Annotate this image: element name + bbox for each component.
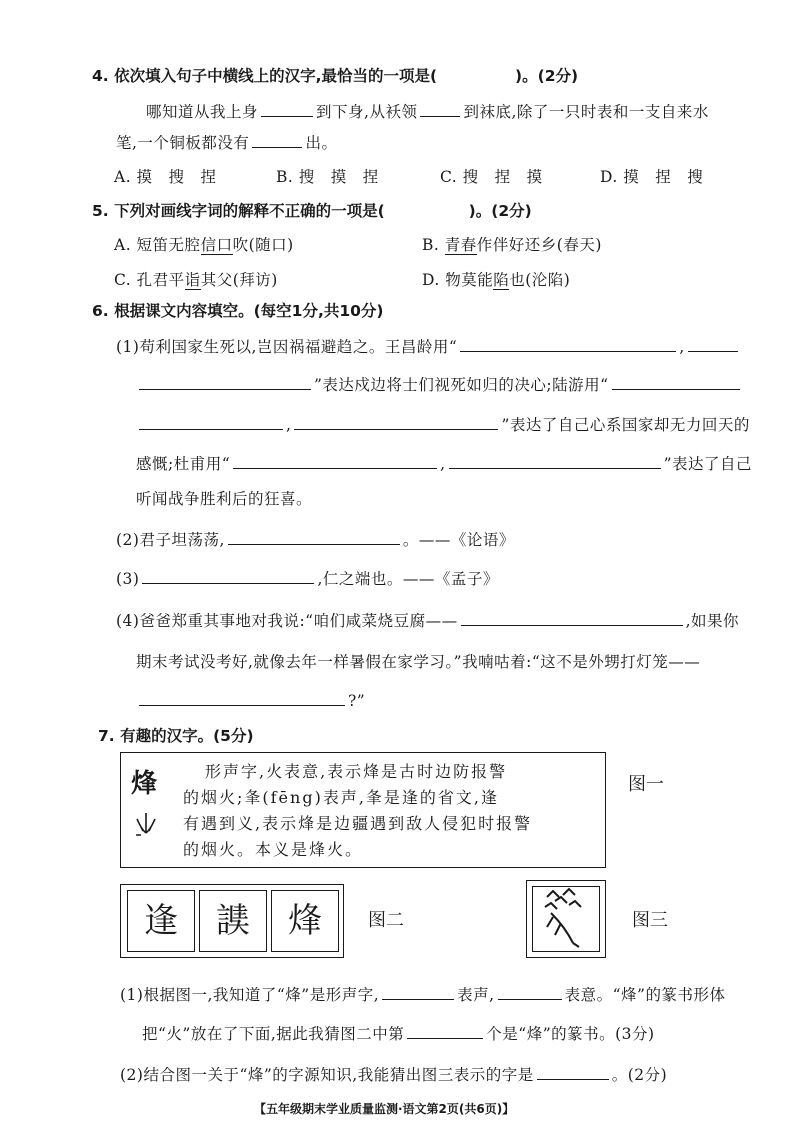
q5-b-pre: B. bbox=[422, 236, 445, 254]
q7-blank-1[interactable] bbox=[382, 984, 454, 1000]
figure-1-line-2: 的烟火;夆(fēng)表声,夆是逢的省文,逢 bbox=[183, 788, 499, 807]
page-footer: 【五年级期末学业质量监测·语文第2页(共6页)】 bbox=[254, 1102, 515, 1116]
q6-p1-line3 bbox=[136, 413, 750, 435]
q6-blank-1[interactable] bbox=[460, 336, 676, 352]
q6-p1-c: ”表达了自己心系国家却无力回天的 bbox=[501, 416, 750, 434]
q7-s1-line2 bbox=[142, 1022, 655, 1044]
q5-a-pre: A. 短笛无腔 bbox=[114, 236, 201, 254]
q6-p1-comma-1: , bbox=[679, 338, 685, 356]
q6-p4-line2: 期末考试没考好,就像去年一样暑假在家学习。”我喃咕着:“这不是外甥打灯笼—— bbox=[136, 653, 701, 671]
q6-p1-line1 bbox=[116, 335, 741, 357]
q6-p2-b: 。——《论语》 bbox=[402, 531, 515, 549]
q4-line1-a: 哪知道从我上身 bbox=[146, 103, 259, 121]
q6-p4-line3 bbox=[136, 690, 365, 710]
q6-p1-d: 感慨;杜甫用“ bbox=[136, 455, 231, 473]
q4-blank-3[interactable] bbox=[252, 132, 302, 148]
q7-s2 bbox=[120, 1063, 667, 1085]
figure-2-box bbox=[120, 884, 344, 958]
q6-p1-comma-2: , bbox=[286, 416, 292, 434]
figure-3-inner bbox=[532, 886, 600, 952]
q6-blank-5[interactable] bbox=[233, 453, 437, 469]
q7-blank-4[interactable] bbox=[537, 1064, 609, 1080]
figure-2-glyph-3: 烽 bbox=[271, 890, 339, 952]
q4-line1-b: 到下身,从袄领 bbox=[316, 103, 418, 121]
q5-d-pre: D. 物莫能 bbox=[422, 271, 494, 289]
q5-option-b[interactable] bbox=[422, 233, 602, 255]
figure-3-box bbox=[526, 880, 606, 958]
q6-p1-line4 bbox=[136, 452, 752, 474]
q5-option-c[interactable] bbox=[114, 268, 278, 290]
q7-s2-b: 。(2分) bbox=[611, 1066, 668, 1084]
q6-blank-10[interactable] bbox=[139, 690, 345, 706]
figure-1-line-1: 形声字,火表意,表示烽是古时边防报警 bbox=[205, 762, 508, 781]
figure-1-caption: 图一 bbox=[628, 774, 664, 795]
q7-s1-b: 表声, bbox=[457, 986, 495, 1004]
figure-2-glyph-1: 逢 bbox=[127, 890, 195, 952]
q6-p1-a: (1)苟利国家生死以,岂因祸福避趋之。王昌龄用“ bbox=[116, 338, 458, 356]
q5-b-underlined: 青春 bbox=[444, 236, 477, 254]
q6-blank-4[interactable] bbox=[294, 414, 498, 430]
q6-blank-7[interactable] bbox=[228, 529, 400, 545]
q6-p3-b: ,仁之端也。——《孟子》 bbox=[317, 570, 499, 588]
q7-blank-2[interactable] bbox=[498, 984, 562, 1000]
q6-p4-b: ,如果你 bbox=[685, 612, 740, 630]
q6-p3 bbox=[116, 567, 499, 589]
q6-blank-3[interactable] bbox=[612, 374, 740, 390]
q7-s2-a: (2)结合图一关于“烽”的字源知识,我能猜出图三表示的字是 bbox=[120, 1066, 534, 1084]
q6-p2 bbox=[116, 528, 515, 550]
q5-c-underlined: 诣 bbox=[184, 271, 201, 289]
q4-line2 bbox=[116, 131, 337, 153]
q6-p1-b: ”表达戍边将士们视死如归的决心;陆游用“ bbox=[314, 376, 609, 394]
q7-s1-c: 表意。“烽”的篆书形体 bbox=[564, 986, 726, 1004]
q4-blank-2[interactable] bbox=[420, 101, 460, 117]
q4-title bbox=[92, 64, 578, 86]
q5-d-post: 也(沦陷) bbox=[509, 271, 571, 289]
q7-s1-e: 个是“烽”的篆书。(3分) bbox=[486, 1025, 655, 1043]
q5-title-text: 5. 下列对画线字词的解释不正确的一项是( bbox=[92, 202, 385, 220]
q5-option-d[interactable] bbox=[422, 268, 570, 290]
figure-1-box bbox=[120, 752, 606, 868]
q6-blank-6[interactable] bbox=[449, 453, 661, 469]
q4-title-text: 4. 依次填入句子中横线上的汉字,最恰当的一项是( bbox=[92, 67, 438, 85]
q5-a-underlined: 信口 bbox=[200, 236, 233, 254]
q6-p4-line1 bbox=[116, 609, 739, 631]
q6-p3-a: (3) bbox=[116, 570, 140, 588]
q4-option-d[interactable]: D. 摸 捏 搜 bbox=[600, 168, 704, 186]
q5-title-end: )。(2分) bbox=[468, 202, 532, 220]
q5-c-post: 其父(拜访) bbox=[200, 271, 278, 289]
q4-option-b[interactable]: B. 搜 摸 捏 bbox=[276, 168, 379, 186]
q4-line2-b: 出。 bbox=[305, 134, 338, 152]
q7-title: 7. 有趣的汉字。(5分) bbox=[98, 727, 254, 745]
fire-seal-icon bbox=[131, 809, 161, 843]
q6-p1-line5: 听闻战争胜利后的狂喜。 bbox=[136, 490, 313, 508]
figure-3-caption: 图三 bbox=[632, 910, 668, 931]
q6-title: 6. 根据课文内容填空。(每空1分,共10分) bbox=[92, 302, 384, 320]
figure-1-line-3: 有遇到义,表示烽是边疆遇到敌人侵犯时报警 bbox=[183, 814, 533, 833]
q4-line1-c: 到袜底,除了一只时表和一支自来水 bbox=[463, 103, 709, 121]
q6-blank-3b[interactable] bbox=[139, 414, 283, 430]
figure-2-glyph-2: 䜁 bbox=[199, 890, 267, 952]
figure-2-caption: 图二 bbox=[368, 910, 404, 931]
q4-title-end: )。(2分) bbox=[515, 67, 579, 85]
q6-blank-8[interactable] bbox=[142, 568, 314, 584]
q6-p4-a: (4)爸爸郑重其事地对我说:“咱们咸菜烧豆腐—— bbox=[116, 612, 458, 630]
q6-blank-2a[interactable] bbox=[688, 336, 738, 352]
q4-option-c[interactable]: C. 搜 捏 摸 bbox=[440, 168, 543, 186]
q5-a-post: 吹(随口) bbox=[232, 236, 294, 254]
q5-d-underlined: 陷 bbox=[493, 271, 510, 289]
q4-option-a[interactable]: A. 摸 搜 捏 bbox=[114, 168, 217, 186]
q4-line2-a: 笔,一个铜板都没有 bbox=[116, 134, 250, 152]
q6-p1-comma-3: , bbox=[440, 455, 446, 473]
q5-option-a[interactable] bbox=[114, 233, 294, 255]
q5-b-post: 作伴好还乡(春天) bbox=[476, 236, 602, 254]
q6-p4-d: ?” bbox=[348, 692, 366, 710]
q5-title bbox=[92, 199, 532, 221]
q7-s1-a: (1)根据图一,我知道了“烽”是形声字, bbox=[120, 986, 380, 1004]
q6-p1-e: ”表达了自己 bbox=[663, 455, 753, 473]
q7-blank-3[interactable] bbox=[407, 1023, 483, 1039]
q5-c-pre: C. 孔君平 bbox=[114, 271, 185, 289]
figure-1-line-4: 的烟火。本义是烽火。 bbox=[183, 840, 364, 859]
q6-p2-a: (2)君子坦荡荡, bbox=[116, 531, 225, 549]
q6-blank-9[interactable] bbox=[461, 610, 683, 626]
figure-3-seal-icon bbox=[533, 887, 599, 951]
q7-s1-d: 把“火”放在了下面,据此我猜图二中第 bbox=[142, 1025, 405, 1043]
figure-1-character: 烽 bbox=[131, 769, 158, 799]
q6-blank-2b[interactable] bbox=[139, 374, 311, 390]
q4-line1 bbox=[146, 100, 709, 122]
q7-s1-line1 bbox=[120, 983, 725, 1005]
q4-blank-1[interactable] bbox=[261, 101, 313, 117]
q6-p1-line2 bbox=[136, 373, 743, 395]
